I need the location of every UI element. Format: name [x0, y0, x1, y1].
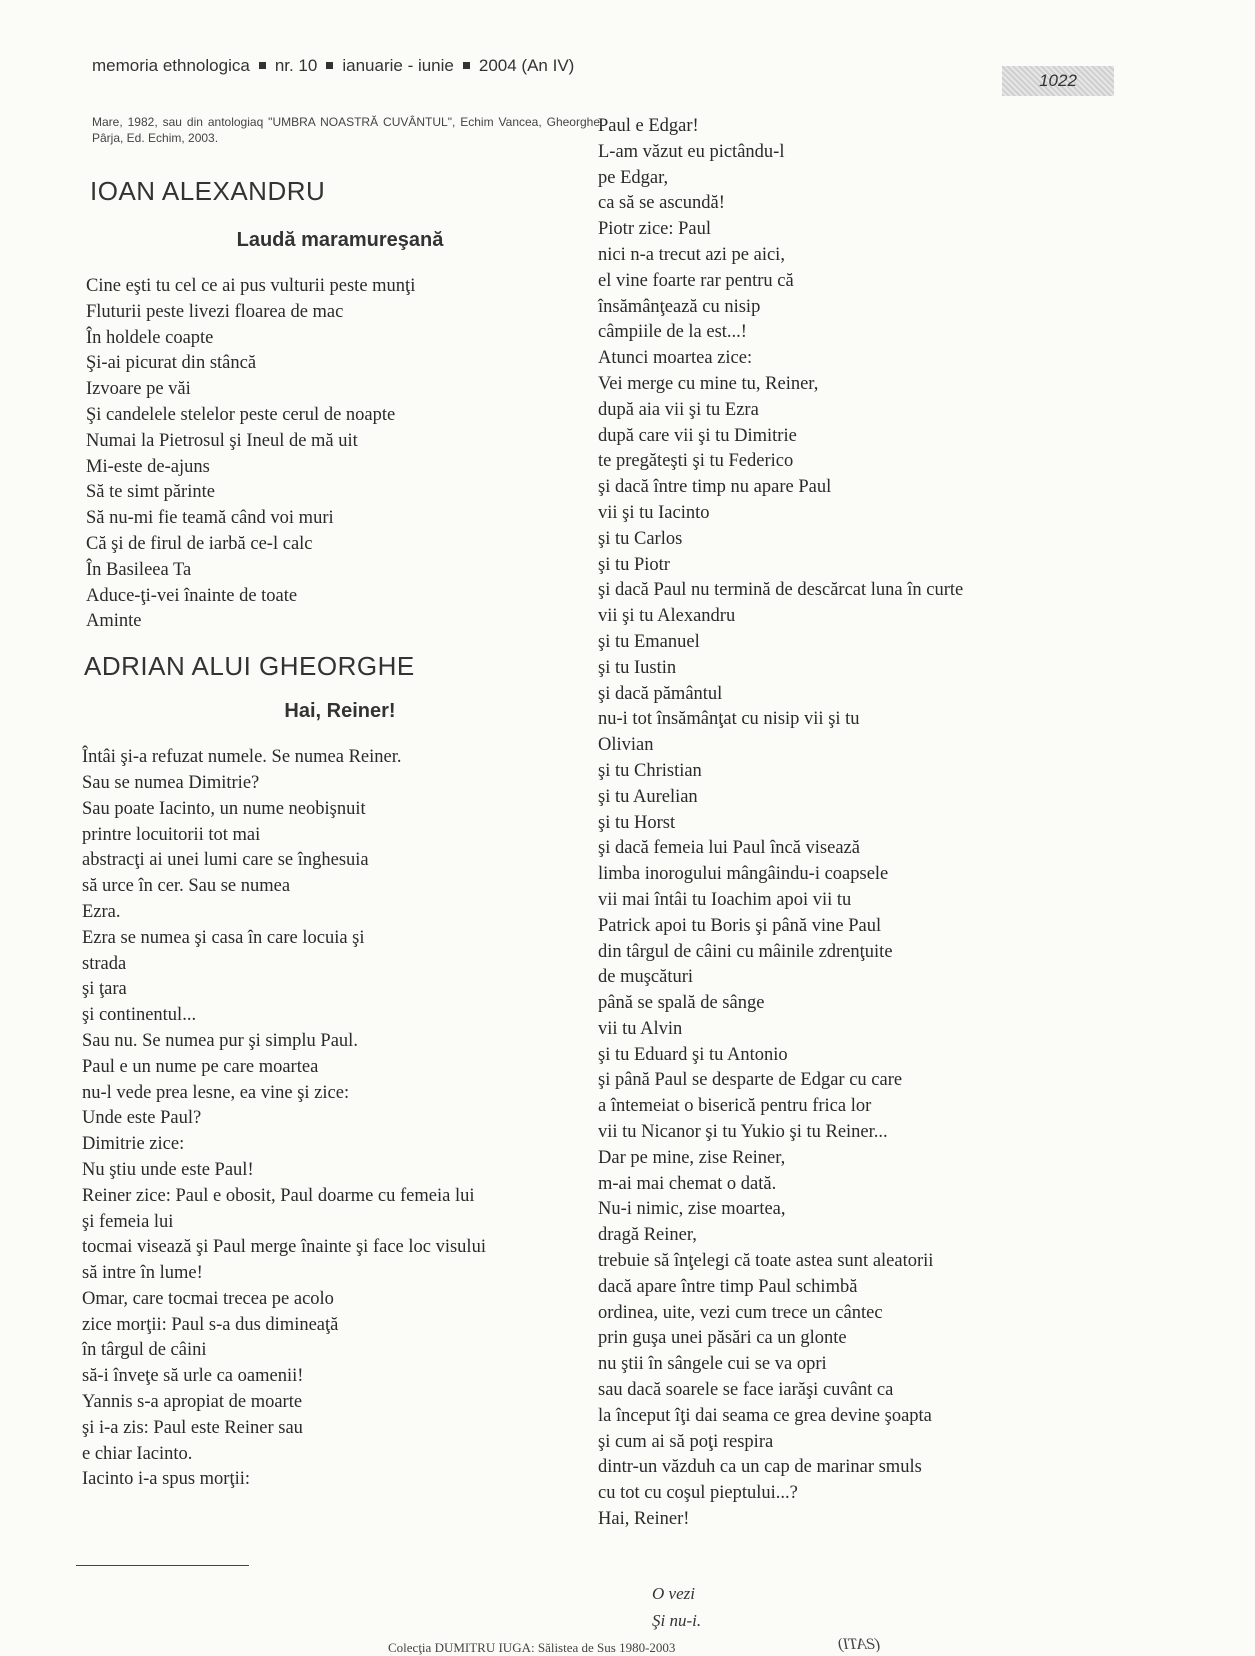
verse-line: şi i-a zis: Paul este Reiner sau — [82, 1417, 303, 1438]
verse-line: nici n-a trecut azi pe aici, — [598, 244, 785, 265]
journal-header — [92, 56, 574, 76]
verse-line: după aia vii şi tu Ezra — [598, 399, 759, 420]
poem2-title: Hai, Reiner! — [284, 700, 396, 723]
closing-verse — [652, 1580, 701, 1634]
verse-line: Fluturii peste livezi floarea de mac — [86, 301, 344, 322]
verse-line: şi tu Eduard şi tu Antonio — [598, 1044, 788, 1065]
verse-line: câmpiile de la est...! — [598, 322, 747, 343]
verse-line: m-ai mai chemat o dată. — [598, 1173, 777, 1194]
verse-line: Atunci moartea zice: — [598, 348, 753, 369]
verse-line: e chiar Iacinto. — [82, 1443, 193, 1464]
verse-line: Piotr zice: Paul — [598, 219, 712, 240]
verse-line: vii tu Nicanor şi tu Yukio şi tu Reiner... — [598, 1122, 888, 1143]
reference-note: Mare, 1982, sau din antologiaq "UMBRA NOASTRĂ CUVÂNTUL", Echim Vancea, Gheorghe Pârja, Ed. Echim, 2003. — [92, 115, 600, 145]
verse-line: să urce în cer. Sau se numea — [82, 876, 291, 897]
verse-line: Yannis s-a apropiat de moarte — [82, 1392, 303, 1413]
verse-line: Sau se numea Dimitrie? — [82, 772, 260, 793]
verse-line: Întâi şi-a refuzat numele. Se numea Reiner. — [82, 747, 402, 768]
bullet-square-icon — [326, 62, 333, 69]
verse-line: în târgul de câini — [82, 1340, 207, 1361]
verse-line: şi până Paul se desparte de Edgar cu care — [598, 1070, 903, 1091]
verse-line: L-am văzut eu pictându-l — [598, 141, 785, 162]
verse-line: vii mai întâi tu Ioachim apoi vii tu — [598, 889, 852, 910]
bullet-square-icon — [259, 62, 266, 69]
verse-line: pe Edgar, — [598, 167, 669, 188]
verse-line: să intre în lume! — [82, 1263, 203, 1284]
poem2-continuation — [598, 114, 1118, 1533]
verse-line: nu-i tot însămânţat cu nisip vii şi tu — [598, 709, 860, 730]
bullet-square-icon — [463, 62, 470, 69]
verse-line: Numai la Pietrosul şi Ineul de mă uit — [86, 430, 358, 451]
page-number: 1022 — [1002, 66, 1114, 96]
verse-line: Ezra. — [82, 901, 121, 922]
verse-line: zice morţii: Paul s-a dus dimineaţă — [82, 1314, 339, 1335]
verse-line: Iacinto i-a spus morţii: — [82, 1469, 251, 1490]
verse-line: dintr-un văzduh ca un cap de marinar smuls — [598, 1457, 922, 1478]
verse-line: şi cum ai să poţi respira — [598, 1431, 774, 1452]
right-column — [598, 114, 1118, 1533]
verse-line: Să te simt părinte — [86, 482, 215, 503]
verse-line: el vine foarte rar pentru că — [598, 270, 794, 291]
verse-line: să-i înveţe să urle ca oamenii! — [82, 1366, 304, 1387]
poem1-title: Laudă maramureşană — [236, 229, 444, 251]
verse-line: printre locuitorii tot mai — [82, 824, 261, 845]
verse-line: şi tu Iustin — [598, 657, 677, 678]
verse-line: Să nu-mi fie teamă când voi muri — [86, 508, 334, 529]
verse-line: limba inorogului mângâindu-i coapsele — [598, 864, 889, 885]
verse-line: şi dacă Paul nu termină de descărcat luna în curte — [598, 580, 964, 601]
verse-line: şi tu Aurelian — [598, 786, 698, 807]
verse-line: Olivian — [598, 735, 654, 756]
verse-line: prin guşa unei păsări ca un glonte — [598, 1328, 847, 1349]
verse-line: vii şi tu Iacinto — [598, 502, 710, 523]
verse-line: tocmai visează şi Paul merge înainte şi face loc visului — [82, 1237, 486, 1258]
verse-line: însămânţează cu nisip — [598, 296, 761, 317]
verse-line: Unde este Paul? — [82, 1108, 202, 1129]
verse-line: Nu ştiu unde este Paul! — [82, 1159, 254, 1180]
verse-line: şi ţara — [82, 979, 127, 1000]
poem2-body — [82, 745, 600, 1493]
verse-line: şi tu Piotr — [598, 554, 670, 575]
verse-line: În Basileea Ta — [86, 559, 192, 580]
verse-line: Mi-este de-ajuns — [86, 456, 210, 477]
verse-line: şi femeia lui — [82, 1211, 174, 1232]
verse-line: strada — [82, 953, 127, 974]
verse-line: până se spală de sânge — [598, 993, 765, 1014]
verse-line: Sau poate Iacinto, un nume neobişnuit — [82, 798, 366, 819]
verse-line: la început îţi dai seama ce grea devine şoapta — [598, 1405, 932, 1426]
verse-line: vii şi tu Alexandru — [598, 606, 736, 627]
verse-line: Şi candelele stelelor peste cerul de noapte — [86, 404, 396, 425]
footnote-divider — [76, 1565, 249, 1566]
verse-line: dacă apare între timp Paul schimbă — [598, 1276, 858, 1297]
verse-line: Omar, care tocmai trecea pe acolo — [82, 1288, 334, 1309]
verse-line: după care vii şi tu Dimitrie — [598, 425, 797, 446]
verse-line: dragă Reiner, — [598, 1225, 697, 1246]
verse-line: şi dacă femeia lui Paul încă visează — [598, 838, 860, 859]
verse-line: Aduce-ţi-vei înainte de toate — [86, 585, 298, 606]
verse-line: şi tu Christian — [598, 760, 702, 781]
verse-line: şi tu Emanuel — [598, 631, 700, 652]
verse-line: nu-l vede prea lesne, ea vine şi zice: — [82, 1082, 350, 1103]
verse-line: Paul e un nume pe care moartea — [82, 1056, 319, 1077]
verse-line: Că şi de firul de iarbă ce-l calc — [86, 533, 313, 554]
verse-line: O vezi — [652, 1584, 695, 1603]
issue-year: 2004 (An IV) — [478, 56, 575, 75]
verse-line: Aminte — [86, 611, 142, 632]
verse-line: Dar pe mine, zise Reiner, — [598, 1147, 786, 1168]
verse-line: şi dacă între timp nu apare Paul — [598, 477, 832, 498]
verse-line: Paul e Edgar! — [598, 116, 699, 136]
poem2-author: ADRIAN ALUI GHEORGHE — [84, 651, 415, 682]
verse-line: trebuie să înţelegi că toate astea sunt aleatorii — [598, 1251, 934, 1272]
collection-footer: Colecţia DUMITRU IUGA: Sălistea de Sus 1980-2003 — [388, 1640, 676, 1655]
verse-line: Dimitrie zice: — [82, 1134, 185, 1155]
verse-line: Vei merge cu mine tu, Reiner, — [598, 373, 819, 394]
verse-line: Patrick apoi tu Boris şi până vine Paul — [598, 915, 882, 936]
journal-name: memoria ethnologica — [92, 56, 250, 75]
verse-line: te pregăteşti şi tu Federico — [598, 451, 794, 472]
verse-line: nu ştii în sângele cui se va opri — [598, 1354, 827, 1375]
verse-line: cu tot cu coşul pieptului...? — [598, 1483, 798, 1504]
verse-line: Hai, Reiner! — [598, 1509, 690, 1530]
left-column — [80, 114, 600, 1493]
issue-number: nr. 10 — [274, 56, 318, 75]
verse-line: din târgul de câini cu mâinile zdrenţuite — [598, 941, 893, 962]
verse-line: şi tu Horst — [598, 812, 676, 833]
verse-line: şi continentul... — [82, 1005, 197, 1026]
mirrored-stamp: (ƧATI) — [838, 1636, 881, 1653]
verse-line: Cine eşti tu cel ce ai pus vulturii peste munţi — [86, 276, 416, 296]
verse-line: ca să se ascundă! — [598, 193, 725, 214]
verse-line: Ezra se numea şi casa în care locuia şi — [82, 927, 365, 948]
verse-line: Şi-ai picurat din stâncă — [86, 353, 257, 374]
verse-line: abstracţi ai unei lumi care se înghesuia — [82, 850, 369, 871]
verse-line: şi tu Carlos — [598, 528, 683, 549]
poem1-author: IOAN ALEXANDRU — [90, 176, 326, 206]
verse-line: Reiner zice: Paul e obosit, Paul doarme cu femeia lui — [82, 1185, 475, 1206]
verse-line: a întemeiat o biserică pentru frica lor — [598, 1096, 872, 1117]
verse-line: vii tu Alvin — [598, 1018, 683, 1039]
verse-line: Şi nu-i. — [652, 1611, 702, 1630]
issue-period: ianuarie - iunie — [342, 56, 454, 75]
verse-line: de muşcături — [598, 967, 694, 988]
verse-line: Sau nu. Se numea pur şi simplu Paul. — [82, 1030, 358, 1051]
verse-line: Izvoare pe văi — [86, 379, 191, 400]
verse-line: şi dacă pământul — [598, 683, 723, 704]
poem1-body — [86, 274, 600, 635]
verse-line: În holdele coapte — [86, 327, 214, 348]
verse-line: ordinea, uite, vezi cum trece un cântec — [598, 1302, 883, 1323]
verse-line: sau dacă soarele se face iarăşi cuvânt ca — [598, 1380, 894, 1401]
verse-line: Nu-i nimic, zise moartea, — [598, 1199, 786, 1220]
